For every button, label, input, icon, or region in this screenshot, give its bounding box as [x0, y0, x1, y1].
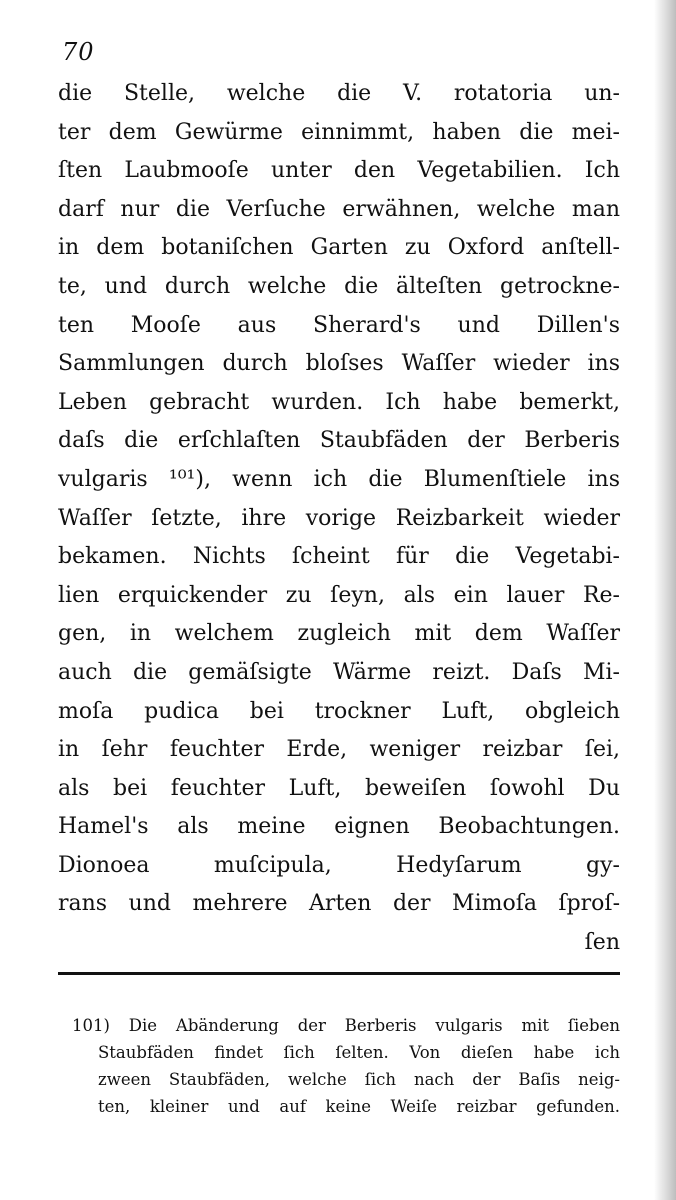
- body-line: ten Mooſe aus Sherard's und Dillen's: [58, 312, 620, 338]
- body-line: in ſehr feuchter Erde, weniger reizbar ſei,: [58, 737, 620, 763]
- body-line: moſa pudica bei trockner Luft, obgleich: [58, 698, 620, 724]
- footnote-line: Staubfäden findet ſich ſelten. Von dieſen habe ich: [98, 1043, 620, 1062]
- body-line: Sammlungen durch bloſses Waſſer wieder ins: [58, 351, 620, 377]
- body-line: ter dem Gewürme einnimmt, haben die mei-: [58, 119, 620, 145]
- body-text: [58, 75, 620, 963]
- body-line: rans und mehrere Arten der Mimoſa ſproſ-: [58, 891, 620, 917]
- body-line: in dem botaniſchen Garten zu Oxford anſtell-: [58, 235, 620, 261]
- body-line: lien erquickender zu ſeyn, als ein lauer Re-: [58, 582, 620, 608]
- body-line: ſten Laubmooſe unter den Vegetabilien. Ich: [58, 158, 620, 184]
- body-line: Leben gebracht wurden. Ich habe bemerkt,: [58, 389, 620, 415]
- body-line: als bei feuchter Luft, beweiſen ſowohl Du: [58, 775, 620, 801]
- footnote: [72, 1012, 620, 1120]
- body-line: gen, in welchem zugleich mit dem Waſſer: [58, 621, 620, 647]
- body-line: te, und durch welche die älteſten getrockne-: [58, 273, 620, 299]
- body-line: die Stelle, welche die V. rotatoria un-: [58, 81, 620, 106]
- body-line: bekamen. Nichts ſcheint für die Vegetabi-: [58, 544, 620, 570]
- footnote-line: 101) Die Abänderung der Berberis vulgaris mit ſieben: [72, 1016, 620, 1035]
- body-line: daſs die erſchlaſten Staubfäden der Berberis: [58, 428, 620, 454]
- catchword: ſen: [584, 930, 620, 956]
- body-line: Hamel's als meine eignen Beobachtungen.: [58, 814, 620, 840]
- body-line: auch die gemäſsigte Wärme reizt. Daſs Mi-: [58, 659, 620, 685]
- body-line: vulgaris ¹⁰¹), wenn ich die Blumenſtiele ins: [58, 466, 620, 492]
- footnote-line: ten, kleiner und auf keine Weiſe reizbar gefunden.: [98, 1097, 620, 1116]
- body-line: Dionoea muſcipula, Hedyſarum gy-: [58, 852, 620, 878]
- body-line: darf nur die Verſuche erwähnen, welche man: [58, 196, 620, 222]
- page-number: 70: [62, 38, 95, 66]
- footnote-line: zween Staubfäden, welche ſich nach der Baſis neig-: [98, 1070, 620, 1089]
- body-line: Waſſer ſetzte, ihre vorige Reizbarkeit wieder: [58, 505, 620, 531]
- scan-shadow-edge: [654, 0, 676, 1200]
- footnote-divider: [58, 972, 620, 975]
